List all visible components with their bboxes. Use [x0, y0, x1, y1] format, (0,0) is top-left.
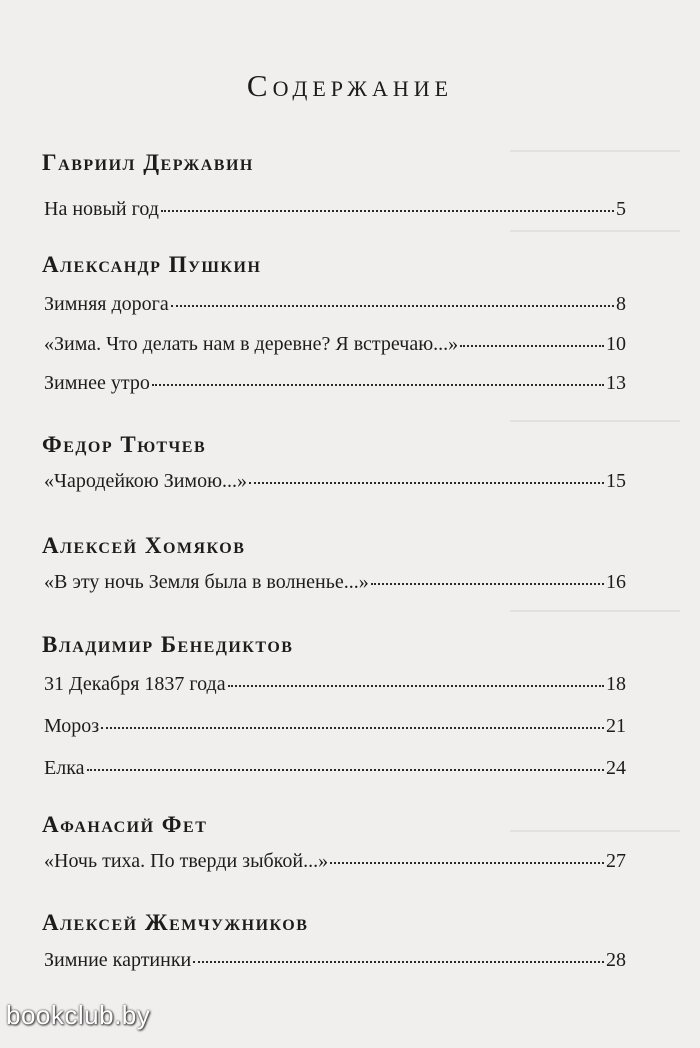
toc-entry[interactable]: [44, 372, 626, 395]
page-number: 8: [616, 293, 626, 315]
leader-dots: [330, 861, 604, 864]
toc-entry[interactable]: [44, 470, 626, 493]
author-heading: Федор Тютчев: [42, 432, 207, 457]
page-title: Содержание: [246, 68, 454, 103]
page-number: 28: [606, 949, 626, 971]
poem-title: «В эту ночь Земля была в волненье...»: [44, 571, 369, 593]
leader-dots: [152, 383, 604, 386]
toc-entry[interactable]: [44, 571, 626, 594]
poem-title: Зимнее утро: [44, 372, 150, 394]
leader-dots: [460, 344, 604, 347]
leader-dots: [101, 726, 604, 729]
page-number: 27: [606, 850, 626, 872]
poem-title: «Зима. Что делать нам в деревне? Я встречаю...»: [44, 333, 459, 355]
poem-title: «Ночь тиха. По тверди зыбкой...»: [44, 850, 329, 872]
page-number: 18: [606, 673, 626, 695]
toc-entry[interactable]: [44, 850, 626, 873]
leader-dots: [371, 582, 604, 585]
leader-dots: [193, 960, 604, 963]
toc-entry[interactable]: [44, 333, 626, 356]
leader-dots: [249, 481, 604, 484]
author-heading: Владимир Бенедиктов: [42, 632, 294, 657]
toc-entry[interactable]: [44, 198, 626, 221]
bleed-through-line: [510, 610, 680, 612]
leader-dots: [228, 684, 604, 687]
poem-title: Елка: [44, 757, 85, 779]
watermark: bookclub.by: [6, 1000, 151, 1030]
bleed-through-line: [510, 230, 680, 232]
toc-entry[interactable]: [44, 715, 626, 738]
poem-title: «Чародейкою Зимою...»: [44, 470, 248, 492]
poem-title: На новый год: [44, 198, 159, 220]
author-heading: Гавриил Державин: [42, 150, 254, 175]
bleed-through-line: [510, 830, 680, 832]
poem-title: Мороз: [44, 715, 100, 737]
poem-title: 31 Декабря 1837 года: [44, 673, 226, 695]
page-number: 21: [606, 715, 626, 737]
bleed-through-line: [510, 150, 680, 152]
toc-entry[interactable]: [44, 949, 626, 972]
toc-entry[interactable]: [44, 757, 626, 780]
leader-dots: [171, 304, 614, 307]
poem-title: Зимние картинки: [44, 949, 192, 971]
page-number: 15: [606, 470, 626, 492]
author-heading: Александр Пушкин: [42, 252, 262, 277]
leader-dots: [87, 768, 605, 771]
page-number: 5: [616, 198, 626, 220]
leader-dots: [161, 209, 614, 212]
bleed-through-line: [510, 420, 680, 422]
author-heading: Алексей Хомяков: [42, 533, 246, 558]
poem-title: Зимняя дорога: [44, 293, 169, 315]
page-number: 24: [606, 757, 626, 779]
author-heading: Алексей Жемчужников: [42, 910, 309, 935]
author-heading: Афанасий Фет: [42, 812, 208, 837]
page-number: 13: [606, 372, 626, 394]
page-number: 10: [606, 333, 626, 355]
toc-entry[interactable]: [44, 673, 626, 696]
page-number: 16: [606, 571, 626, 593]
toc-entry[interactable]: [44, 293, 626, 316]
